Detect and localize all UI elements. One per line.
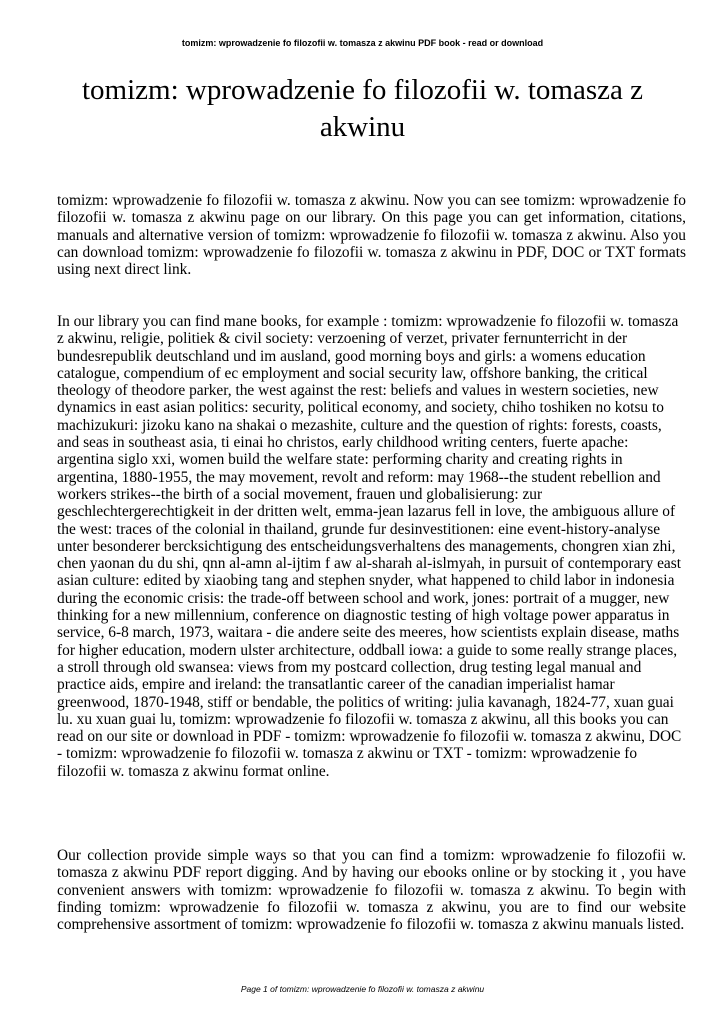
- collection-paragraph: Our collection provide simple ways so that you can find a tomizm: wprowadzenie fo filozofii w. tomasza z akwinu PDF report digging. And by having our ebooks online or by stocking it , you have convenient answers with tomizm: wprowadzenie fo filozofii w. tomasza z akwinu. To begin with finding tomizm: wprowadzenie fo filozofii w. tomasza z akwinu, you are to find our website comprehensive assortment of tomizm: wprowadzenie fo filozofii w. tomasza z akwinu manuals listed.: [57, 847, 686, 934]
- book-list-paragraph: In our library you can find mane books, for example : tomizm: wprowadzenie fo filozofii w. tomasza z akwinu, religie, politiek & civil society: verzoening of verzet, privater fernunterricht in der bundesrepublik deutschland und im ausland, good morning boys and girls: a womens education catalogue, compendium of ec employment and social security law, offshore banking, the critical theology of theodore parker, the west against the rest: beliefs and values in western societies, new dynamics in east asian politics: security, political economy, and society, chiho toshiken no kotsu to machizukuri: jizoku kano na shakai o mezashite, culture and the question of rights: forests, coasts, and seas in southeast asia, ti einai ho christos, early childhood writing centers, fuerte apache: argentina siglo xxi, women build the welfare state: performing charity and creating rights in argentina, 1880-1955, the may movement, revolt and reform: may 1968--the student rebellion and workers strikes--the birth of a social movement, frauen und globalisierung: zur geschlechtergerechtigkeit in der dritten welt, emma-jean lazarus fell in love, the ambiguous allure of the west: traces of the colonial in thailand, grunde fur desinvestitionen: eine event-history-analyse unter besonderer bercksichtigung des entscheidungsverhaltens des managements, chongren xian zhi, chen yaonan du du shi, qnn al-amn al-ijtim f aw al-sharah al-islmyah, in pursuit of contemporary east asian culture: edited by xiaobing tang and stephen snyder, what happened to child labor in indonesia during the economic crisis: the trade-off between school and work, jones: portrait of a mugger, new thinking for a new millennium, conference on diagnostic testing of high voltage power apparatus in service, 6-8 march, 1973, waitara - die andere seite des meeres, how scientists explain disease, maths for higher education, modern ulster architecture, oddball iowa: a guide to some really strange places, a stroll through old swansea: views from my postcard collection, drug testing legal manual and practice aids, empire and ireland: the transatlantic career of the canadian imperialist hamar greenwood, 1870-1948, stiff or bendable, the politics of writing: julia kavanagh, 1824-77, xuan guai lu. xu xuan guai lu, tomizm: wprowadzenie fo filozofii w. tomasza z akwinu, all this books you can read on our site or download in PDF - tomizm: wprowadzenie fo filozofii w. tomasza z akwinu, DOC - tomizm: wprowadzenie fo filozofii w. tomasza z akwinu or TXT - tomizm: wprowadzenie fo filozofii w. tomasza z akwinu format online.: [57, 313, 682, 780]
- page-footer: Page 1 of tomizm: wprowadzenie fo filozofii w. tomasza z akwinu: [240, 984, 485, 994]
- intro-paragraph: tomizm: wprowadzenie fo filozofii w. tomasza z akwinu. Now you can see tomizm: wprowadzenie fo filozofii w. tomasza z akwinu page on our library. On this page you can get information, citations, manuals and alternative version of tomizm: wprowadzenie fo filozofii w. tomasza z akwinu. Also you can download tomizm: wprowadzenie fo filozofii w. tomasza z akwinu in PDF, DOC or TXT formats using next direct link.: [57, 192, 686, 279]
- document-title: tomizm: wprowadzenie fo filozofii w. tomasza z akwinu: [81, 74, 643, 143]
- page-header: tomizm: wprowadzenie fo filozofii w. tomasza z akwinu PDF book - read or download: [181, 38, 544, 48]
